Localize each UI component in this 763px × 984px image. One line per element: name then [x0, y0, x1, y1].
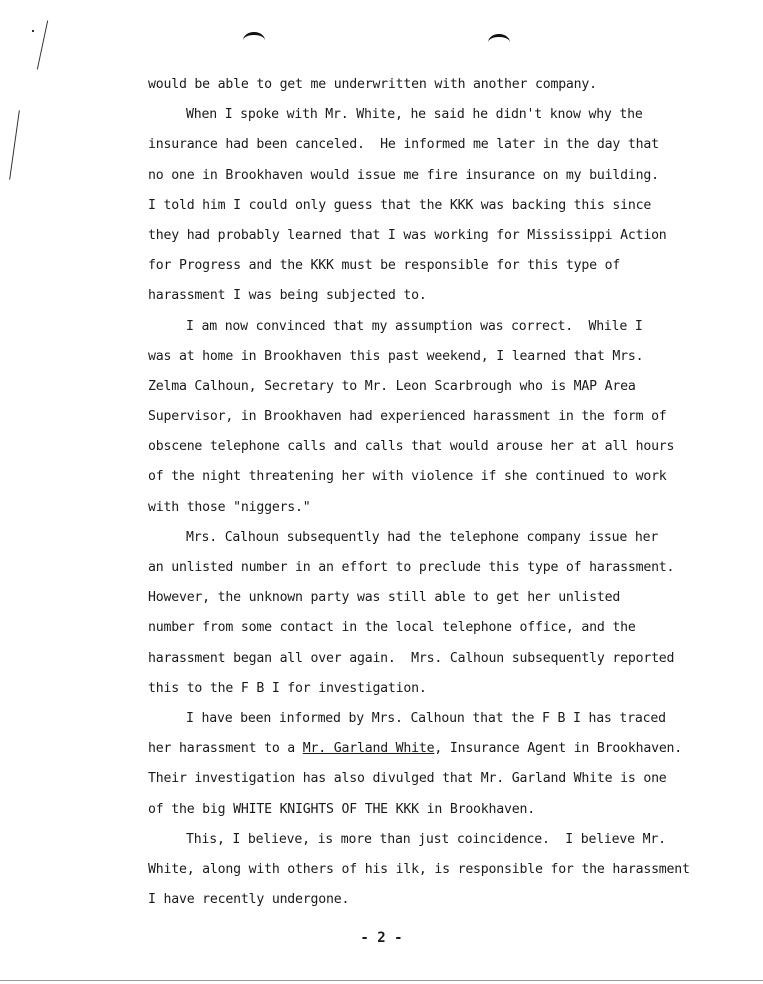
text-line: I have been informed by Mrs. Calhoun that the F B I has traced: [186, 710, 666, 726]
page-number: - 2 -: [360, 930, 403, 946]
margin-mark: [32, 30, 34, 32]
letter-body: [148, 70, 688, 915]
text-line: number from some contact in the local telephone office, and the: [148, 620, 636, 636]
text-segment: , Insurance Agent in Brookhaven.: [434, 741, 683, 757]
text-line: obscene telephone calls and calls that would arouse her at all hours: [148, 439, 675, 455]
text-line: harassment began all over again. Mrs. Calhoun subsequently reported: [148, 650, 675, 666]
text-line: Supervisor, in Brookhaven had experienced harassment in the form of: [148, 409, 667, 425]
text-line: Zelma Calhoun, Secretary to Mr. Leon Scarbrough who is MAP Area: [148, 378, 636, 394]
text-line: no one in Brookhaven would issue me fire insurance on my building.: [148, 167, 659, 183]
text-line: Mrs. Calhoun subsequently had the telephone company issue her: [186, 529, 659, 545]
margin-mark: [9, 110, 20, 179]
text-line: When I spoke with Mr. White, he said he didn't know why the: [186, 107, 643, 123]
text-line: for Progress and the KKK must be responsible for this type of: [148, 258, 621, 274]
text-line: [148, 734, 688, 764]
text-line: would be able to get me underwritten with another company.: [148, 77, 597, 92]
text-line: with those "niggers.": [148, 499, 311, 515]
text-line: I am now convinced that my assumption was correct. While I: [186, 318, 643, 334]
punch-hole-left: [243, 32, 265, 49]
text-line: this to the F B I for investigation.: [148, 680, 427, 696]
text-line: This, I believe, is more than just coincidence. I believe Mr.: [186, 831, 666, 847]
punch-hole-right: [488, 34, 510, 51]
margin-mark: [37, 20, 48, 69]
text-line: Their investigation has also divulged that Mr. Garland White is one: [148, 771, 667, 787]
bottom-rule: [0, 980, 763, 981]
text-line: I have recently undergone.: [148, 892, 350, 908]
text-line: they had probably learned that I was working for Mississippi Action: [148, 227, 667, 243]
text-line: insurance had been canceled. He informed me later in the day that: [148, 137, 659, 153]
text-line: of the night threatening her with violence if she continued to work: [148, 469, 667, 485]
text-line: an unlisted number in an effort to preclude this type of harassment.: [148, 560, 675, 575]
text-line: However, the unknown party was still able to get her unlisted: [148, 590, 621, 606]
text-segment: her harassment to a: [148, 741, 303, 757]
text-line: I told him I could only guess that the KKK was backing this since: [148, 197, 652, 213]
text-line: was at home in Brookhaven this past weekend, I learned that Mrs.: [148, 348, 644, 364]
text-line: of the big WHITE KNIGHTS OF THE KKK in Brookhaven.: [148, 801, 535, 817]
text-line: White, along with others of his ilk, is responsible for the harassment: [148, 861, 690, 877]
underlined-name: Mr. Garland White: [302, 741, 435, 757]
text-line: harassment I was being subjected to.: [148, 288, 427, 304]
